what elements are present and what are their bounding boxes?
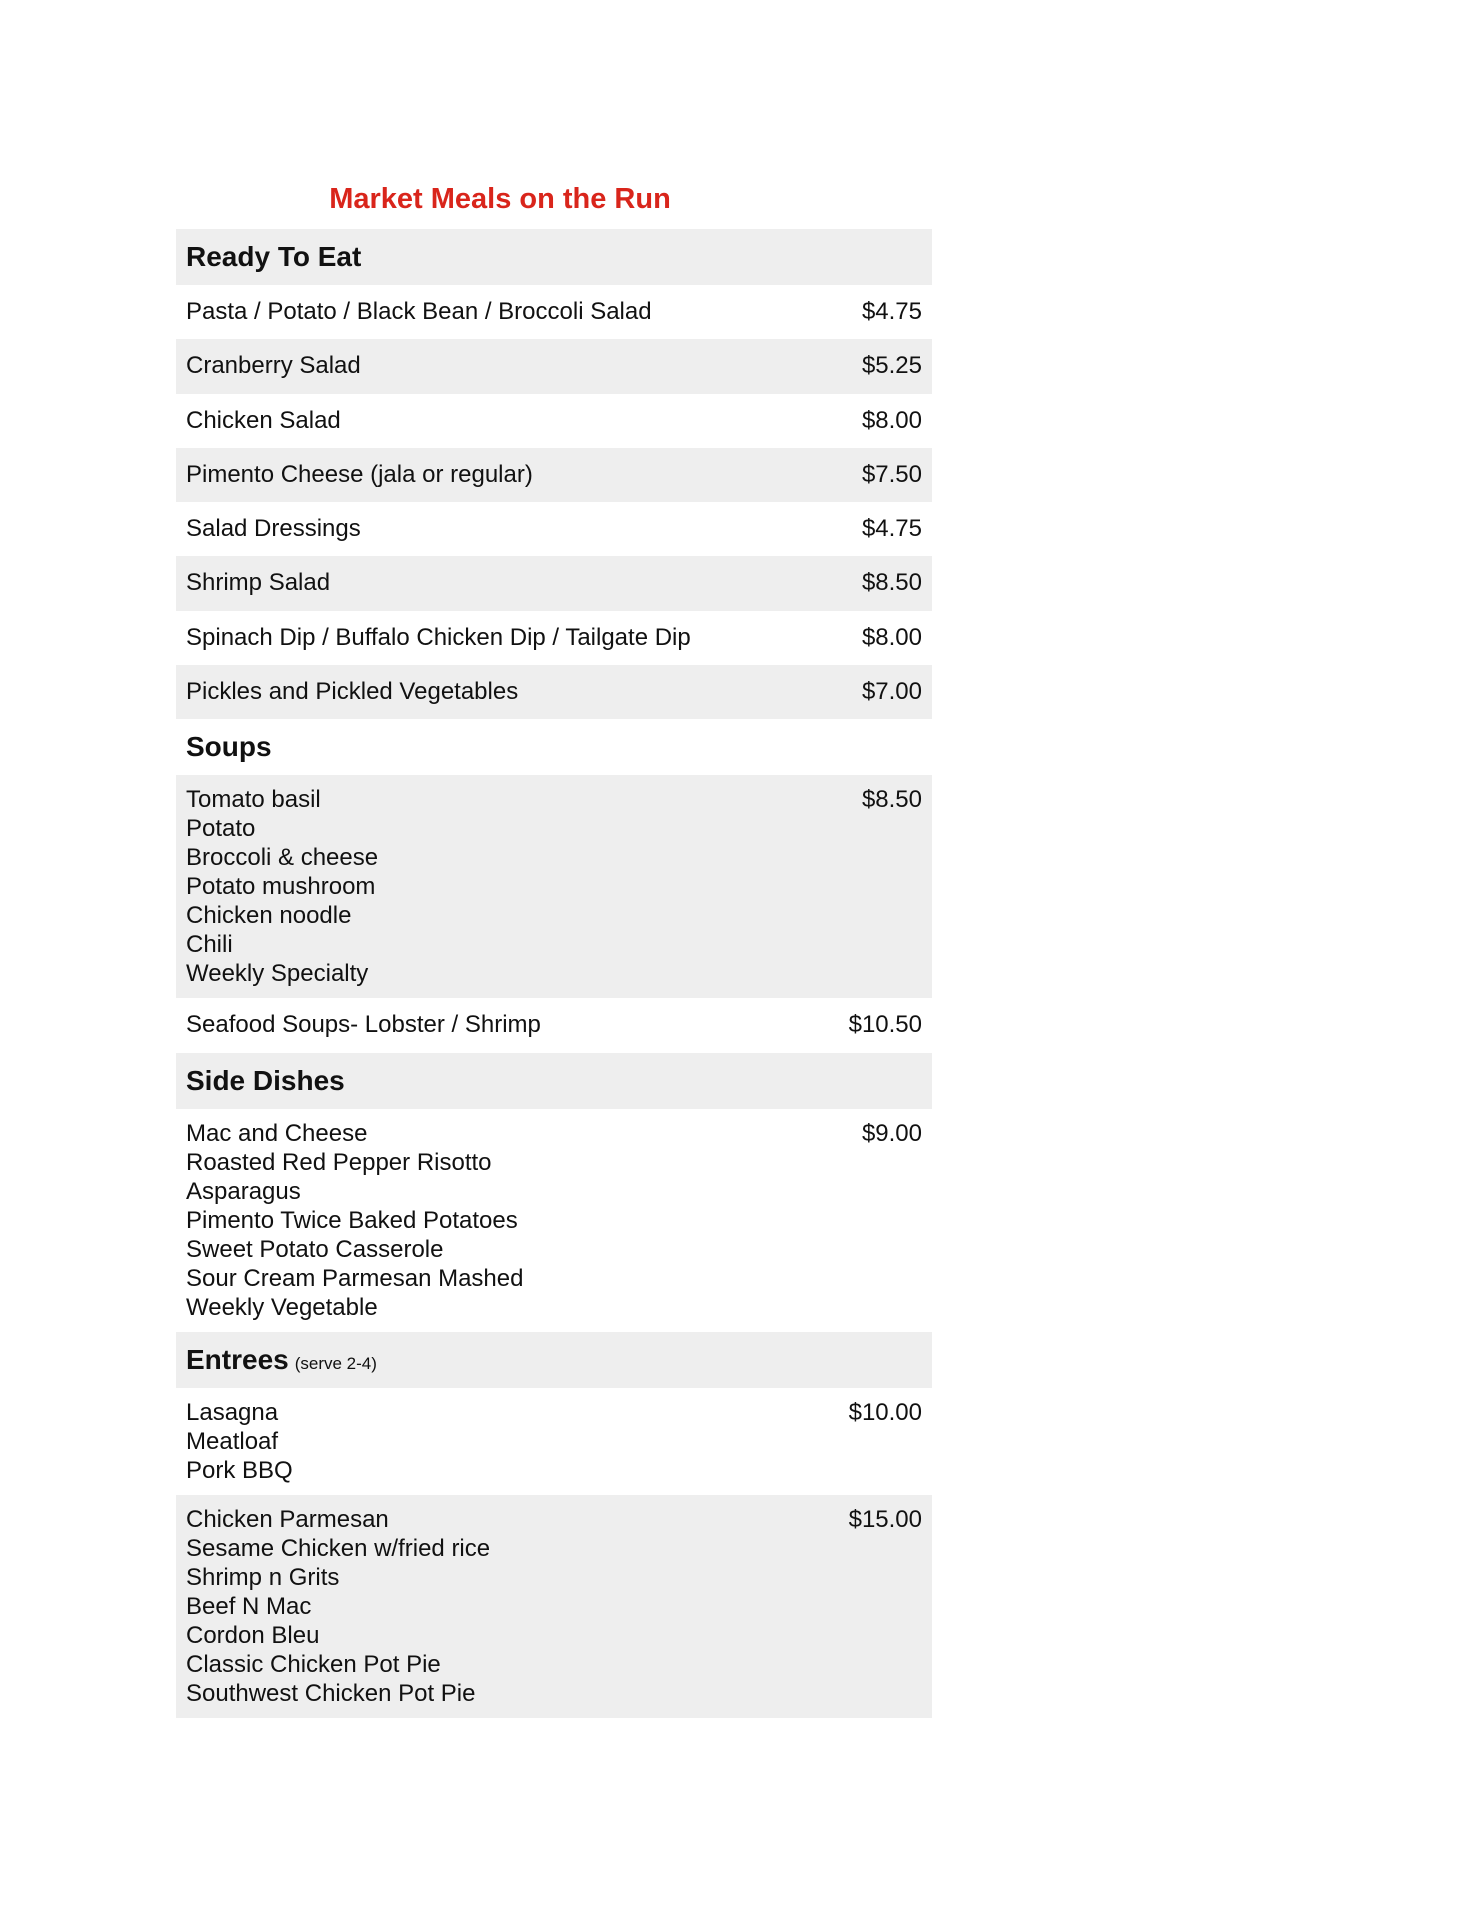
section-title-wrap <box>186 1344 377 1378</box>
item-name: Mac and Cheese <box>186 1119 368 1147</box>
item-price: $15.00 <box>848 1505 922 1533</box>
item-name: Salad Dressings <box>186 515 361 543</box>
item-price: $8.00 <box>861 406 922 434</box>
item-price: $8.50 <box>861 786 922 814</box>
section-title: Entrees <box>186 1343 289 1375</box>
item-name: Beef N Mac <box>186 1592 312 1620</box>
menu-item <box>176 339 932 393</box>
item-price: $8.00 <box>861 623 922 651</box>
section-title: Side Dishes <box>186 1064 345 1096</box>
item-name: Cranberry Salad <box>186 352 361 380</box>
item-name: Lasagna <box>186 1398 279 1426</box>
item-name: Shrimp Salad <box>186 569 331 597</box>
section-header-entrees <box>176 1332 932 1388</box>
item-names <box>186 785 378 988</box>
menu-item <box>176 556 932 610</box>
item-name: Southwest Chicken Pot Pie <box>186 1679 476 1707</box>
item-price: $7.00 <box>861 678 922 706</box>
item-name: Sesame Chicken w/fried rice <box>186 1534 491 1562</box>
item-names <box>186 1119 523 1322</box>
item-name: Potato mushroom <box>186 873 376 901</box>
section-note: (serve 2-4) <box>294 1353 377 1373</box>
item-name: Roasted Red Pepper Risotto <box>186 1148 492 1176</box>
item-price: $10.50 <box>848 1011 922 1039</box>
item-price: $5.25 <box>861 352 922 380</box>
item-name: Pimento Cheese (jala or regular) <box>186 460 533 488</box>
item-price: $10.00 <box>848 1398 922 1426</box>
item-name: Pasta / Potato / Black Bean / Broccoli Salad <box>186 298 652 325</box>
item-names <box>186 1505 490 1708</box>
item-name: Sour Cream Parmesan Mashed <box>186 1264 524 1292</box>
item-price: $7.50 <box>861 460 922 488</box>
item-name: Pickles and Pickled Vegetables <box>186 678 519 706</box>
item-name: Spinach Dip / Buffalo Chicken Dip / Tailgate Dip <box>186 623 691 651</box>
item-name: Asparagus <box>186 1177 301 1205</box>
item-name: Chili <box>186 931 233 959</box>
item-name: Sweet Potato Casserole <box>186 1235 444 1263</box>
item-price: $8.50 <box>861 569 922 597</box>
item-name: Chicken noodle <box>186 902 352 930</box>
item-price: $9.00 <box>861 1119 922 1147</box>
menu-item-group <box>176 1495 932 1718</box>
section-title: Soups <box>186 731 272 763</box>
menu-item <box>176 285 932 339</box>
item-price: $4.75 <box>861 298 922 325</box>
menu-table <box>176 229 932 1718</box>
section-header-side-dishes <box>176 1053 932 1109</box>
item-name: Weekly Vegetable <box>186 1293 378 1321</box>
item-name: Shrimp n Grits <box>186 1563 340 1591</box>
item-name: Cordon Bleu <box>186 1621 320 1649</box>
menu-item <box>176 394 932 448</box>
item-name: Pork BBQ <box>186 1456 293 1484</box>
item-name: Seafood Soups- Lobster / Shrimp <box>186 1011 541 1039</box>
menu-item <box>176 611 932 665</box>
item-name: Chicken Parmesan <box>186 1505 389 1533</box>
item-name: Weekly Specialty <box>186 960 369 988</box>
menu-item <box>176 998 932 1052</box>
item-names <box>186 1398 293 1485</box>
section-title: Ready To Eat <box>186 241 362 272</box>
item-name: Pimento Twice Baked Potatoes <box>186 1206 518 1234</box>
menu-item-group <box>176 1388 932 1495</box>
item-name: Potato <box>186 815 256 843</box>
section-header-soups <box>176 719 932 775</box>
item-name: Broccoli & cheese <box>186 844 379 872</box>
item-name: Tomato basil <box>186 786 321 814</box>
menu-item <box>176 448 932 502</box>
item-name: Classic Chicken Pot Pie <box>186 1650 441 1678</box>
item-price: $4.75 <box>861 515 922 543</box>
menu-item-group <box>176 1109 932 1332</box>
menu-item <box>176 665 932 719</box>
item-name: Chicken Salad <box>186 406 341 434</box>
menu-item <box>176 502 932 556</box>
menu-item-group <box>176 775 932 998</box>
item-name: Meatloaf <box>186 1427 279 1455</box>
menu-title: Market Meals on the Run <box>329 183 671 215</box>
section-header-ready-to-eat <box>176 229 932 285</box>
